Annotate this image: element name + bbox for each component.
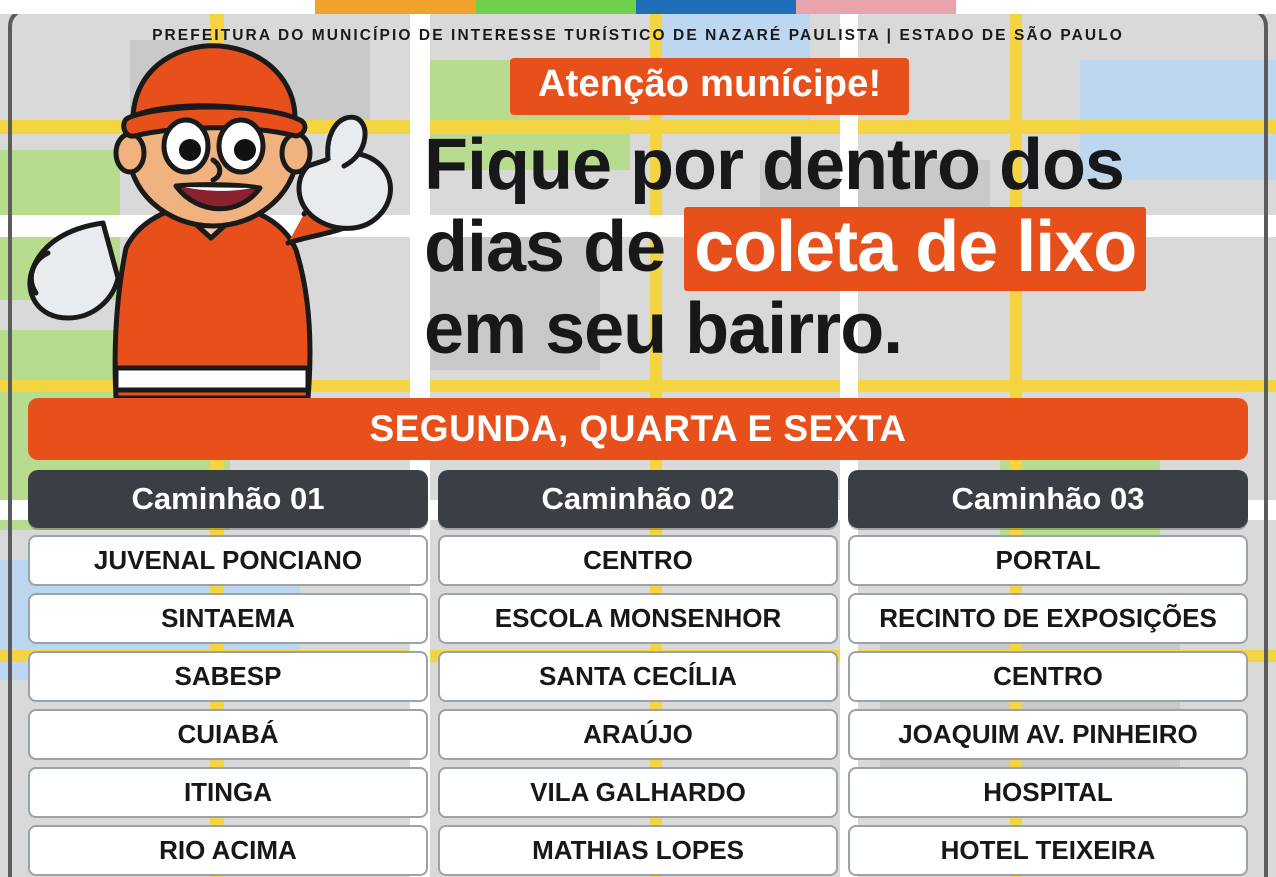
strip-segment-white — [956, 0, 1276, 14]
neighborhood-cell: ARAÚJO — [438, 709, 838, 760]
neighborhood-cell: SABESP — [28, 651, 428, 702]
truck-column-title: Caminhão 03 — [848, 470, 1248, 528]
truck-column-title: Caminhão 02 — [438, 470, 838, 528]
neighborhood-cell: JUVENAL PONCIANO — [28, 535, 428, 586]
neighborhood-cell: RECINTO DE EXPOSIÇÕES — [848, 593, 1248, 644]
neighborhood-cell: PORTAL — [848, 535, 1248, 586]
attention-badge: Atenção munícipe! — [510, 58, 909, 115]
neighborhood-cell: ITINGA — [28, 767, 428, 818]
truck-column-01 — [28, 470, 428, 876]
headline-line-1: Fique por dentro dos — [424, 125, 1124, 205]
neighborhood-cell: ESCOLA MONSENHOR — [438, 593, 838, 644]
truck-column-02 — [438, 470, 838, 876]
headline-line-2-prefix: dias de — [424, 207, 685, 287]
headline-line-3: em seu bairro. — [424, 289, 903, 369]
neighborhood-cell: HOSPITAL — [848, 767, 1248, 818]
strip-segment-blue — [636, 0, 796, 14]
neighborhood-cell: VILA GALHARDO — [438, 767, 838, 818]
neighborhood-cell: CUIABÁ — [28, 709, 428, 760]
neighborhood-cell: CENTRO — [848, 651, 1248, 702]
strip-segment-pink — [796, 0, 956, 14]
truck-column-title: Caminhão 01 — [28, 470, 428, 528]
strip-segment-white — [0, 0, 315, 14]
headline-highlight: coleta de lixo — [684, 207, 1146, 291]
headline-block — [424, 124, 1254, 370]
truck-column-03 — [848, 470, 1248, 876]
neighborhood-cell: HOTEL TEIXEIRA — [848, 825, 1248, 876]
neighborhood-cell: SINTAEMA — [28, 593, 428, 644]
strip-segment-orange — [315, 0, 476, 14]
headline-line-2 — [424, 206, 1254, 288]
neighborhood-cell: MATHIAS LOPES — [438, 825, 838, 876]
strip-segment-green — [476, 0, 636, 14]
city-hall-header: PREFEITURA DO MUNICÍPIO DE INTERESSE TURÍSTICO DE NAZARÉ PAULISTA | ESTADO DE SÃO PAULO — [152, 27, 1124, 44]
collection-days-banner: SEGUNDA, QUARTA E SEXTA — [28, 398, 1248, 460]
truck-columns — [28, 470, 1248, 876]
neighborhood-cell: CENTRO — [438, 535, 838, 586]
neighborhood-cell: SANTA CECÍLIA — [438, 651, 838, 702]
top-color-strip — [0, 0, 1276, 14]
garbage-collector-mascot — [8, 38, 418, 403]
neighborhood-cell: JOAQUIM AV. PINHEIRO — [848, 709, 1248, 760]
neighborhood-cell: RIO ACIMA — [28, 825, 428, 876]
